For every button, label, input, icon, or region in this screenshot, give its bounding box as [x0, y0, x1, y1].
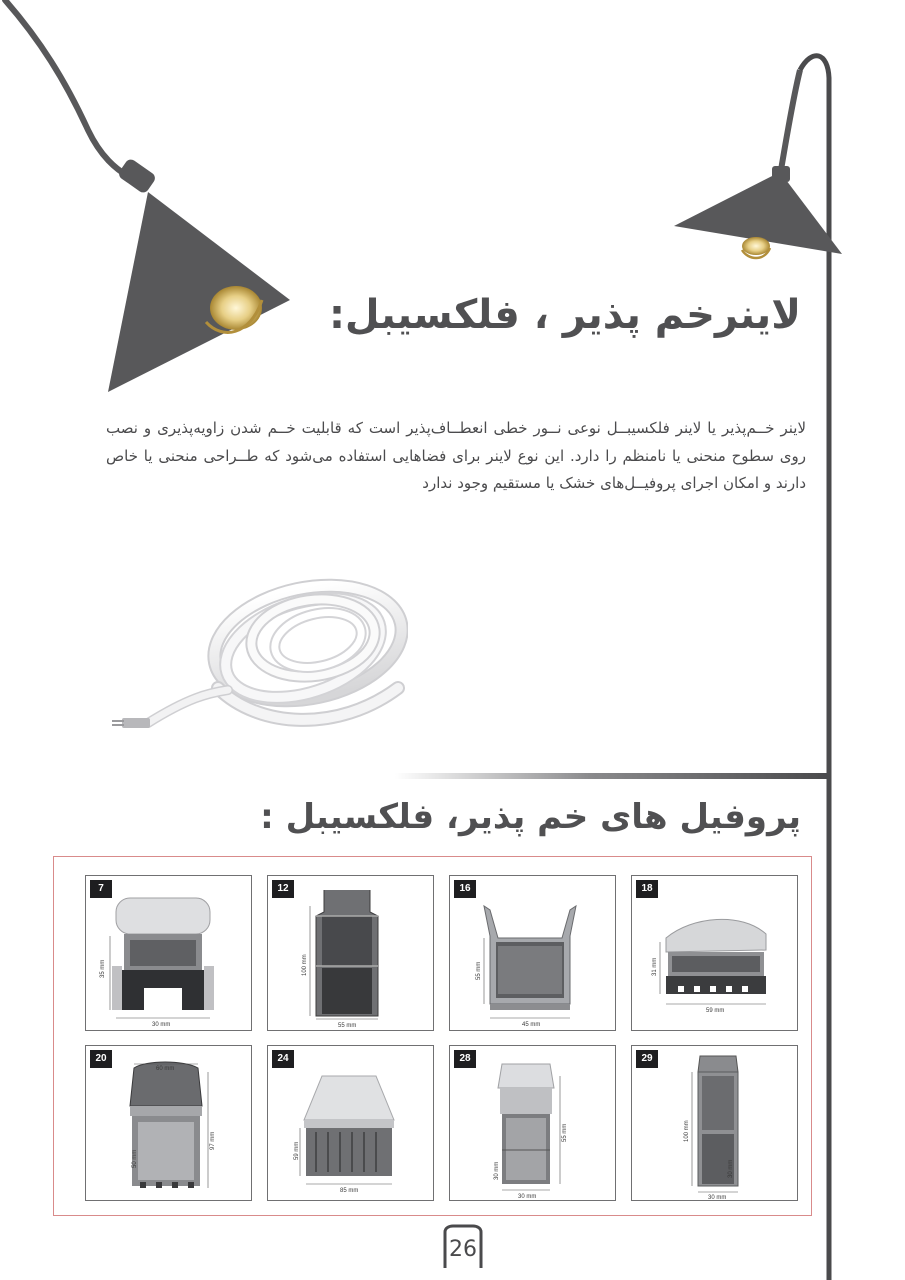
page-number: 26: [449, 1237, 477, 1262]
profile-card-29: [631, 1045, 798, 1201]
profile-12-height: 100 mm: [302, 954, 308, 976]
section-title: پروفیل های خم پذیر، فلکسیبل :: [260, 797, 801, 837]
profile-number-badge: 12: [272, 880, 294, 898]
profile-20-inner: 50 mm: [132, 1149, 138, 1168]
page-title: لاینرخم پذیر ، فلکسیبل:: [328, 292, 801, 338]
flexible-led-tape-image: [108, 548, 408, 763]
profile-18-width: 59 mm: [706, 1008, 725, 1014]
left-lamp-cable: [5, 0, 135, 180]
profile-29-inner: 30 mm: [728, 1159, 734, 1178]
profile-28-width: 30 mm: [518, 1194, 537, 1200]
profile-7-width: 30 mm: [152, 1022, 171, 1028]
profile-card-7: [85, 875, 252, 1031]
profile-card-12: [267, 875, 434, 1031]
profile-7-height: 35 mm: [100, 959, 106, 978]
profile-number-badge: 28: [454, 1050, 476, 1068]
profile-24-width: 85 mm: [340, 1188, 359, 1194]
profile-number-badge: 18: [636, 880, 658, 898]
profile-number-badge: 29: [636, 1050, 658, 1068]
profile-number-badge: 24: [272, 1050, 294, 1068]
description-paragraph: لاینر خــم‌پذیر یا لاینر فلکسیبــل نوعی نــور خطی انعطــاف‌پذیر است که قابلیت خــم شدن زاویه‌پذیری و نصب روی سطوح منحنی یا نامنظم را دارد. این نوع لاینر برای فضاهایی استفاده می‌شود که طــراحی منحنی یا خاص دارند و امکان اجرای پروفیــل‌های خشک یا مستقیم وجود ندارد: [106, 419, 806, 492]
profile-12-width: 55 mm: [338, 1023, 357, 1029]
profile-number-badge: 16: [454, 880, 476, 898]
profile-18-height: 31 mm: [652, 957, 658, 976]
profile-29-height: 100 mm: [684, 1120, 690, 1142]
profile-24-height: 59 mm: [294, 1141, 300, 1160]
profile-catalog: [53, 856, 812, 1216]
profile-29-width: 30 mm: [708, 1195, 727, 1201]
profile-number-badge: 7: [90, 880, 112, 898]
profile-card-16: [449, 875, 616, 1031]
profile-16-height: 55 mm: [476, 961, 482, 980]
profile-card-20: [85, 1045, 252, 1201]
profile-card-24: [267, 1045, 434, 1201]
profile-16-width: 45 mm: [522, 1022, 541, 1028]
profile-number-badge: 20: [90, 1050, 112, 1068]
profile-28-inner: 30 mm: [494, 1161, 500, 1180]
profile-card-18: [631, 875, 798, 1031]
profile-20-height: 97 mm: [210, 1131, 216, 1150]
section-divider: [395, 773, 828, 779]
right-lamp-bulb: [742, 237, 770, 255]
right-frame-line: [780, 70, 800, 176]
profile-card-28: [449, 1045, 616, 1201]
profile-28-height: 55 mm: [562, 1123, 568, 1142]
profile-20-width: 60 mm: [156, 1066, 175, 1072]
